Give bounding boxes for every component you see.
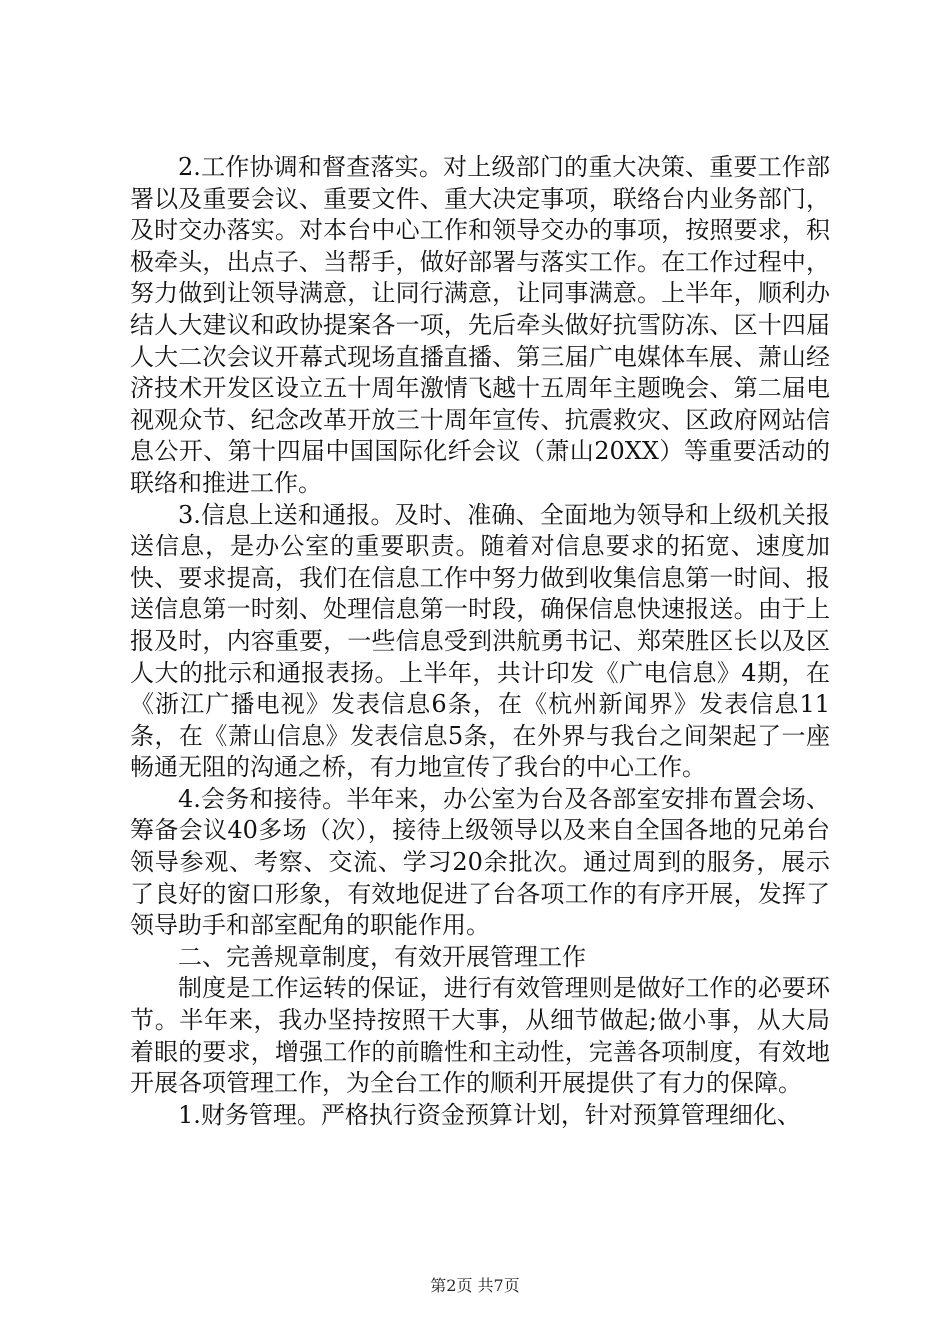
section-heading: 二、完善规章制度，有效开展管理工作 bbox=[178, 942, 586, 971]
paragraph-coordination: 2.工作协调和督查落实。对上级部门的重大决策、重要工作部署以及重要会议、重要文件、重大决定事项，联络台内业务部门，及时交办落实。对本台中心工作和领导交办的事项，按照要求，积极牵头，出点子、当帮手，做好部署与落实工作。在工作过程中，努力做到让领导满意，让同行满意，让同事满意。上半年，顺利办结人大建议和政协提案各一项，先后牵头做好抗雪防冻、区十四届人大二次会议开幕式现场直播直播、第三届广电媒体车展、萧山经济技术开发区设立五十周年激情飞越十五周年主题晚会、第二届电视观众节、纪念改革开放三十周年宣传、抗震救灾、区政府网站信息公开、第十四届中国国际化纤会议（萧山20XX）等重要活动的联络和推进工作。 bbox=[130, 153, 830, 497]
page-number-footer: 第2页 共7页 bbox=[430, 1276, 520, 1295]
paragraph-rules: 制度是工作运转的保证，进行有效管理则是做好工作的必要环节。半年来，我办坚持按照干大事，从细节做起;做小事，从大局着眼的要求，增强工作的前瞻性和主动性，完善各项制度，有效地开展各项管理工作，为全台工作的顺利开展提供了有力的保障。 bbox=[130, 974, 830, 1098]
paragraph-information: 3.信息上送和通报。及时、准确、全面地为领导和上级机关报送信息，是办公室的重要职责。随着对信息要求的拓宽、速度加快、要求提高，我们在信息工作中努力做到收集信息第一时间、报送信息第一时刻、处理信息第一时段，确保信息快速报送。由于上报及时，内容重要，一些信息受到洪航勇书记、郑荣胜区长以及区人大的批示和通报表扬。上半年，共计印发《广电信息》4期，在《浙江广播电视》发表信息6条，在《杭州新闻界》发表信息11条，在《萧山信息》发表信息5条，在外界与我台之间架起了一座畅通无阻的沟通之桥，有力地宣传了我台的中心工作。 bbox=[130, 500, 830, 782]
paragraph-meetings: 4.会务和接待。半年来，办公室为台及各部室安排布置会场、筹备会议40多场（次），接待上级领导以及来自全国各地的兄弟台领导参观、考察、交流、学习20余批次。通过周到的服务，展示了良好的窗口形象，有效地促进了台各项工作的有序开展，发挥了领导助手和部室配角的职能作用。 bbox=[130, 784, 830, 940]
document-body bbox=[130, 152, 830, 1131]
paragraph-finance: 1.财务管理。严格执行资金预算计划，针对预算管理细化、 bbox=[178, 1100, 801, 1129]
